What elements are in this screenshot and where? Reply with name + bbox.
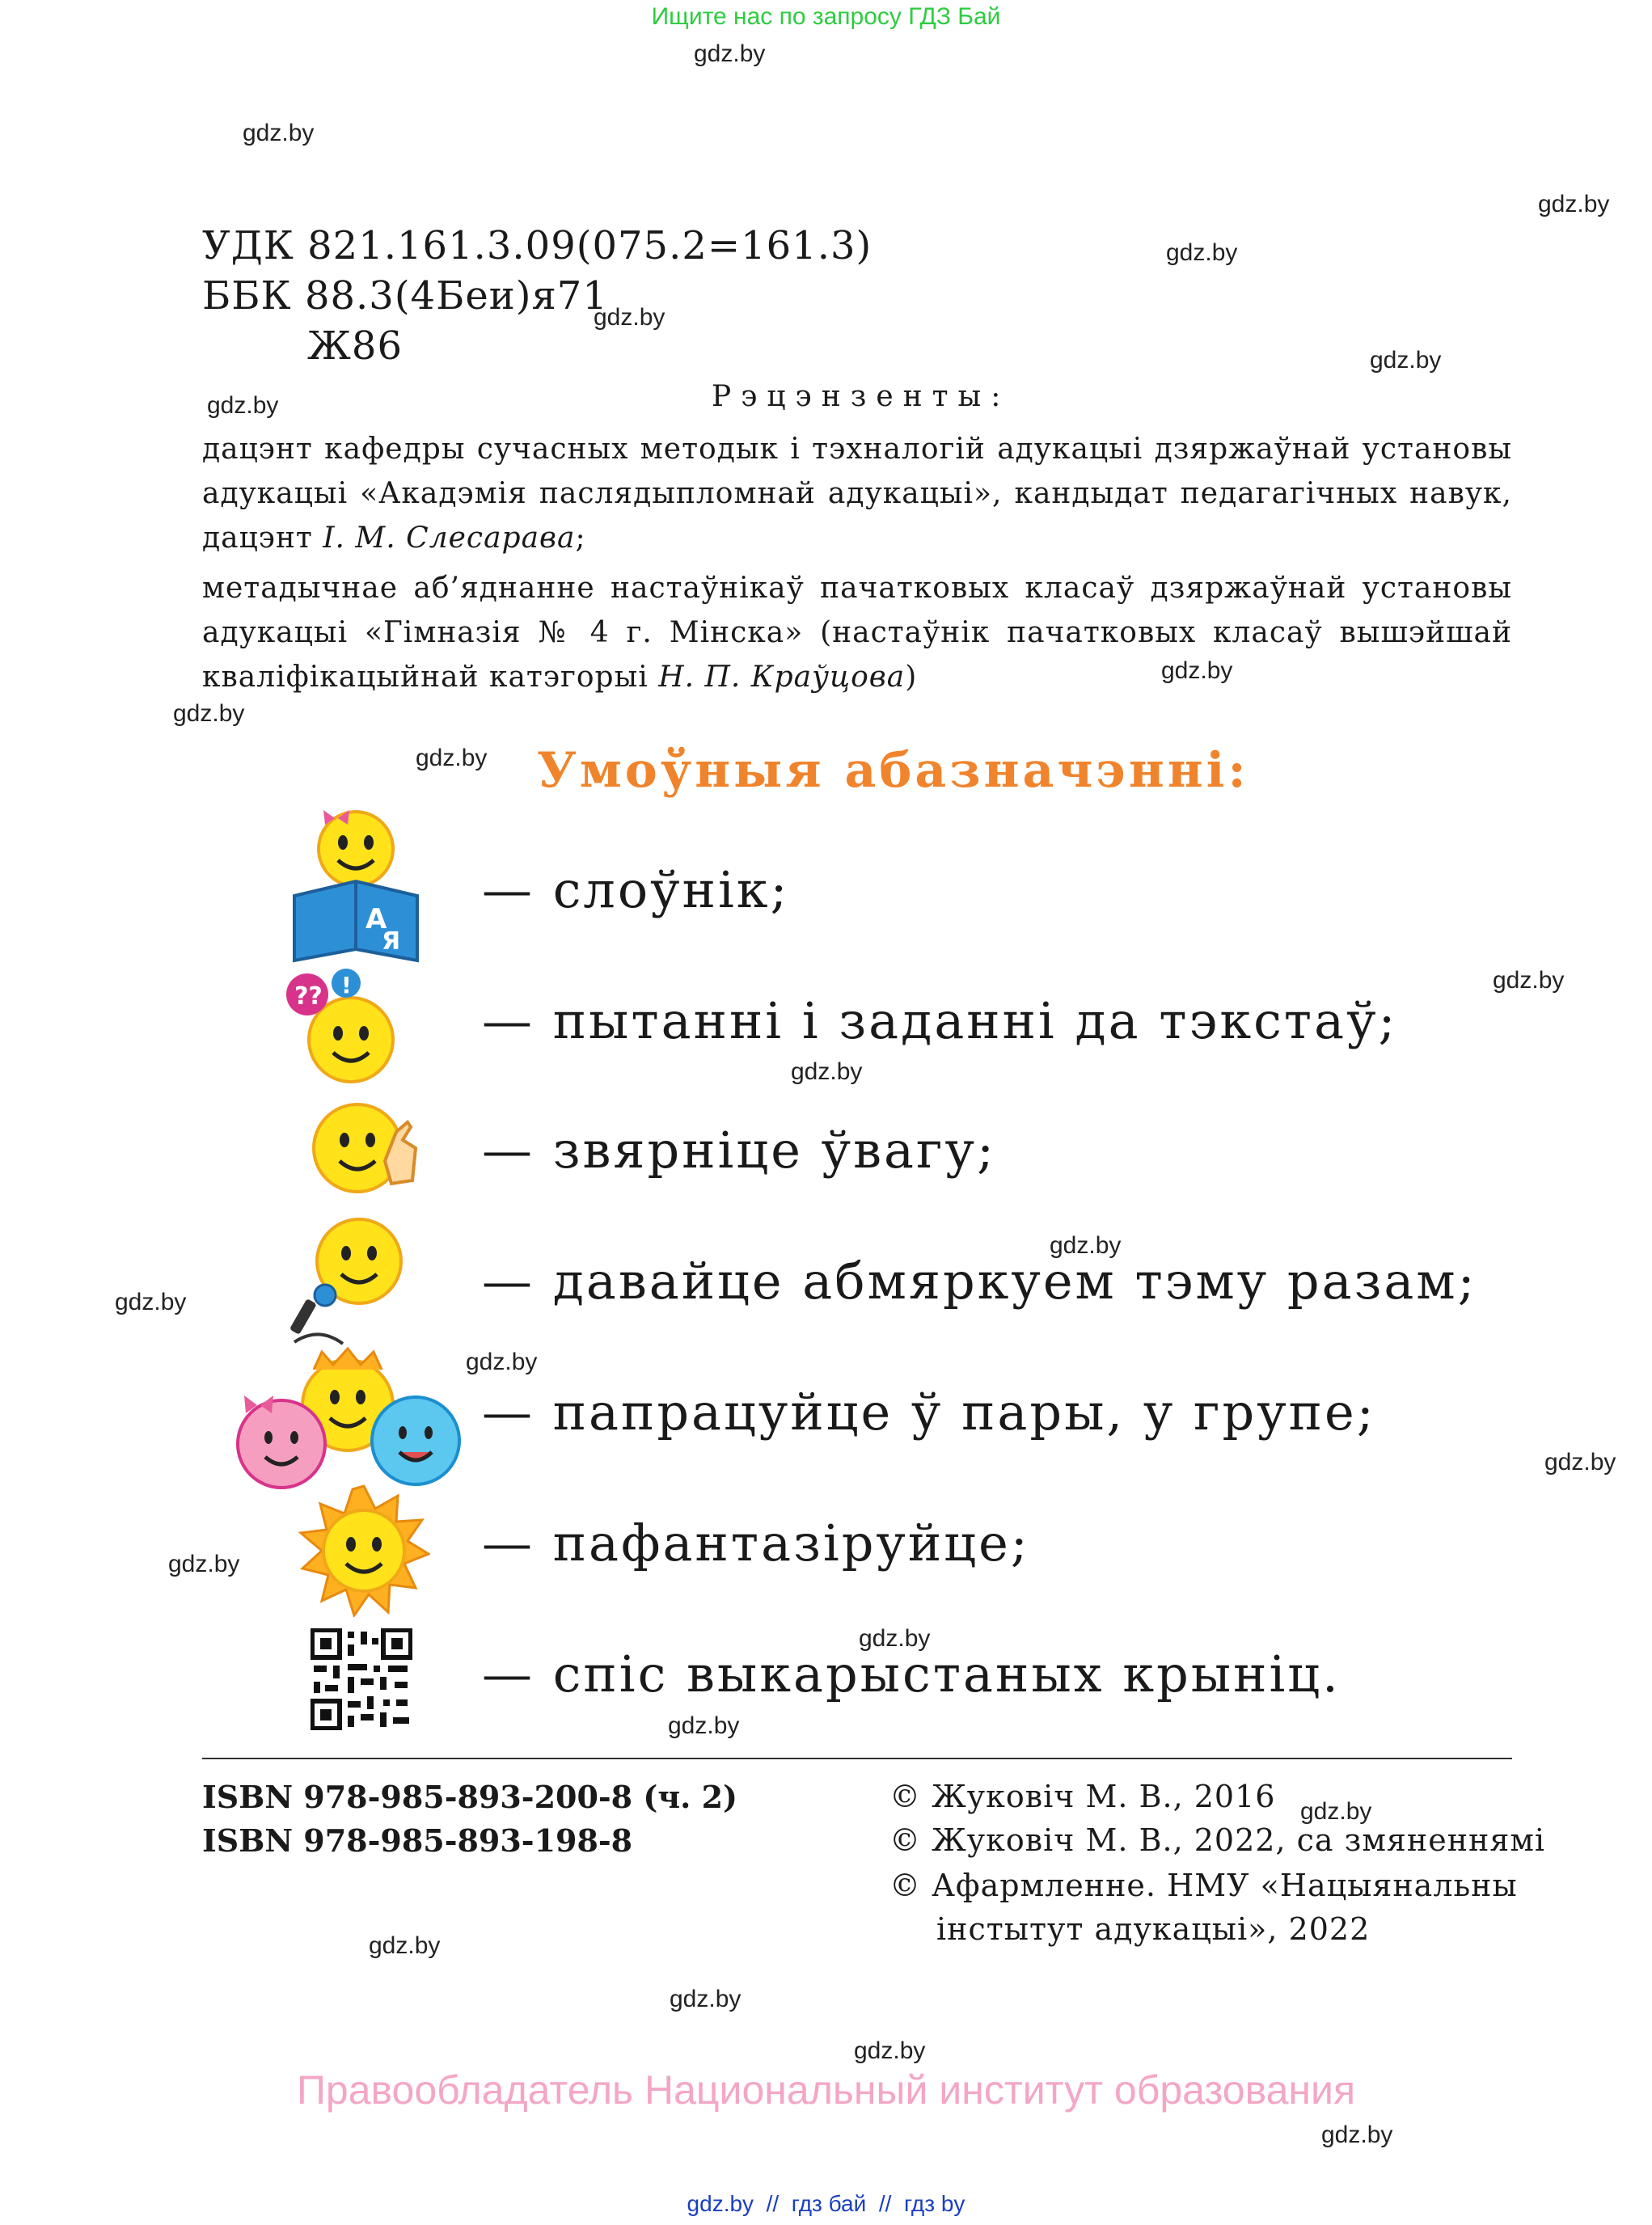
watermark: gdz.by <box>594 304 665 331</box>
reviewer-1-prefix: дацэнт <box>202 521 323 555</box>
reviewer-2-prefix: кваліфікацыйнай катэгорыі <box>202 661 659 694</box>
watermark: gdz.by <box>1544 1449 1616 1476</box>
reviewer-2-line <box>202 655 1512 699</box>
copyright-line: інстытут адукацыі», 2022 <box>936 1911 1371 1947</box>
svg-text:??: ?? <box>294 982 323 1011</box>
watermark: gdz.by <box>173 700 245 727</box>
legend-item-attention: — звярніце ўвагу; <box>482 1121 996 1180</box>
udk-code: УДК 821.161.3.09(075.2=161.3) <box>202 223 872 268</box>
divider <box>202 1758 1512 1759</box>
reviewer-2-line: адукацыі «Гімназія № 4 г. Мінска» (настаўнік пачатковых класаў вышэйшай <box>202 616 1512 649</box>
legend-item-discussion: — давайце абмяркуем тэму разам; <box>482 1252 1477 1311</box>
legend-item-dictionary: — слоўнік; <box>482 860 790 919</box>
copyright-line: © Жуковіч М. В., 2022, са змяненнямі <box>889 1822 1546 1858</box>
watermark: gdz.by <box>670 1986 741 2012</box>
reviewers-title: Рэцэнзенты: <box>712 380 1011 413</box>
watermark: gdz.by <box>243 120 315 146</box>
svg-text:А: А <box>365 903 387 935</box>
footer-link-gdz-bai[interactable]: гдз бай <box>791 2191 867 2216</box>
watermark: gdz.by <box>1050 1232 1122 1259</box>
watermark: gdz.by <box>1166 239 1238 266</box>
reviewer-1-line <box>202 516 1512 560</box>
reviewer-1-suffix: ; <box>575 521 586 555</box>
group-work-icon <box>233 1345 467 1496</box>
watermark: gdz.by <box>859 1625 931 1652</box>
watermark: gdz.by <box>207 392 279 419</box>
reviewer-2 <box>202 566 1512 699</box>
watermark: gdz.by <box>168 1551 240 1577</box>
svg-text:!: ! <box>341 972 352 999</box>
watermark: gdz.by <box>668 1712 740 1739</box>
isbn-set: ISBN 978-985-893-198-8 <box>202 1822 633 1859</box>
search-hint-banner: Ищите нас по запросу ГДЗ Бай <box>651 3 1001 30</box>
watermark: gdz.by <box>1538 191 1610 217</box>
watermark: gdz.by <box>466 1349 538 1375</box>
reviewer-2-line: метадычнае аб’яднанне настаўнікаў пачатковых класаў дзяржаўнай установы <box>202 572 1512 605</box>
watermark: gdz.by <box>1321 2122 1393 2148</box>
reviewer-1-name: І. М. Слесарава <box>323 521 576 555</box>
copyright-line: © Жуковіч М. В., 2016 <box>889 1779 1276 1814</box>
footer-separator: // <box>766 2191 780 2216</box>
watermark: gdz.by <box>1493 967 1565 994</box>
author-mark: Ж86 <box>307 323 403 369</box>
watermark: gdz.by <box>1300 1798 1372 1825</box>
watermark: gdz.by <box>1370 347 1442 374</box>
legend-item-fantasy: — пафантазіруйце; <box>482 1514 1030 1573</box>
footer-links <box>0 2191 1652 2217</box>
watermark: gdz.by <box>369 1932 441 1959</box>
reviewer-1-line: адукацыі «Акадэмія паслядыпломнай адукацыі», кандыдат педагагічных навук, <box>202 477 1512 510</box>
legend-title: Умоўныя абазначэнні: <box>537 742 1249 799</box>
legend-item-questions: — пытанні і заданні да тэкстаў; <box>482 991 1398 1050</box>
watermark: gdz.by <box>115 1289 187 1315</box>
watermark: gdz.by <box>1161 657 1233 684</box>
attention-icon <box>307 1100 429 1197</box>
legend-item-sources: — спіс выкарыстаных крыніц. <box>482 1644 1341 1704</box>
legend-item-group-work: — папрацуйце ў пары, у групе; <box>482 1383 1376 1442</box>
svg-text:Я: Я <box>382 927 401 956</box>
discussion-icon <box>286 1213 408 1350</box>
reviewer-2-suffix: ) <box>905 661 918 694</box>
watermark: gdz.by <box>854 2037 926 2064</box>
dictionary-icon <box>291 807 420 965</box>
footer-link-gdz-by[interactable]: gdz.by <box>687 2191 754 2216</box>
footer-link-gdz-by-cyr[interactable]: гдз by <box>903 2191 965 2216</box>
reviewer-1-line: дацэнт кафедры сучасных методык і тэхналогій адукацыі дзяржаўнай установы <box>202 433 1512 466</box>
rights-holder: Правообладатель Национальный институт образования <box>296 2067 1356 2113</box>
questions-icon <box>285 967 406 1088</box>
watermark: gdz.by <box>694 40 766 67</box>
watermark: gdz.by <box>416 745 488 771</box>
footer-separator: // <box>878 2191 892 2216</box>
copyright-line: © Афармленне. НМУ «Нацыянальны <box>889 1868 1518 1903</box>
reviewer-2-name: Н. П. Краўцова <box>658 661 906 694</box>
watermark: gdz.by <box>791 1058 863 1085</box>
qr-code-icon <box>311 1628 412 1730</box>
reviewer-1 <box>202 427 1512 560</box>
isbn-part: ISBN 978-985-893-200-8 (ч. 2) <box>202 1779 738 1815</box>
bbk-code: ББК 88.3(4Беи)я71 <box>202 273 608 319</box>
fantasy-icon <box>298 1484 430 1617</box>
